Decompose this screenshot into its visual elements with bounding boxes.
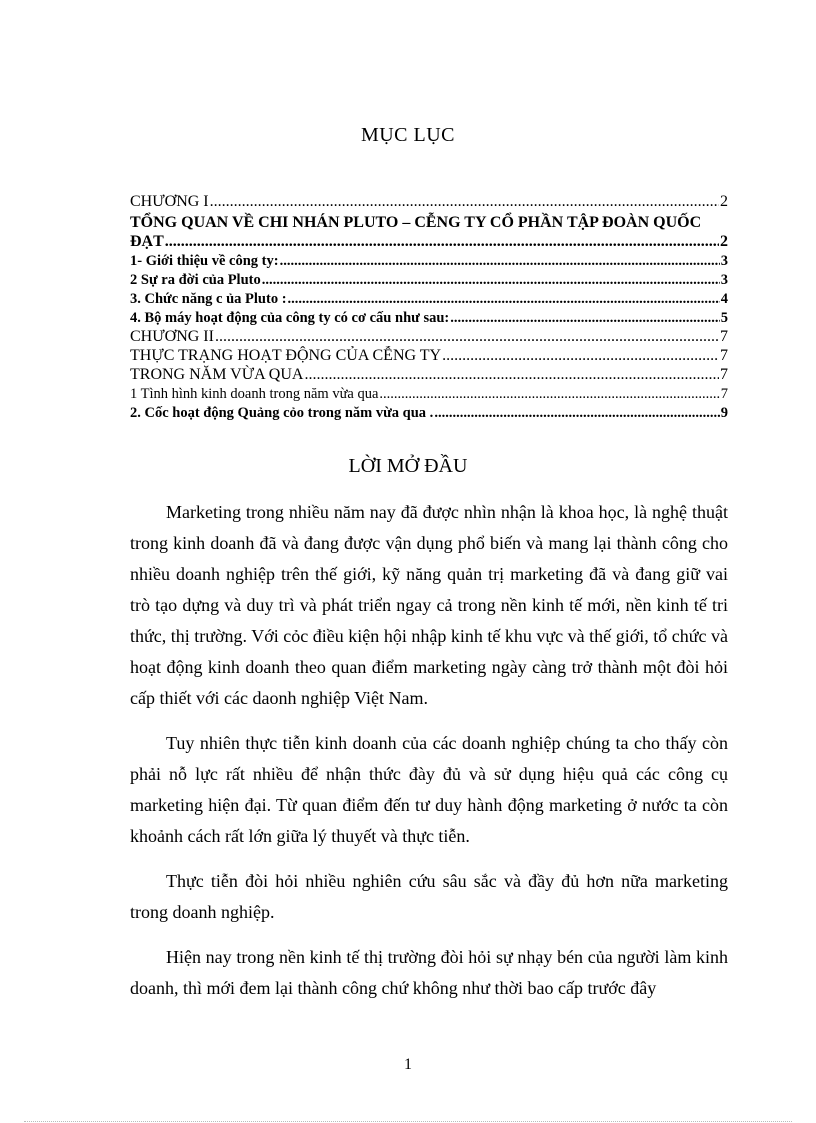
toc-entry[interactable] bbox=[130, 192, 728, 211]
toc-entry-page: 2 bbox=[720, 233, 728, 250]
toc-entry[interactable] bbox=[130, 211, 728, 232]
page-bottom-divider bbox=[24, 1121, 792, 1122]
toc-entry-text: CHƯƠNG I bbox=[130, 193, 209, 210]
toc-leader bbox=[434, 405, 719, 422]
toc-entry-page: 4 bbox=[720, 291, 728, 307]
toc-entry[interactable] bbox=[130, 232, 728, 251]
toc-entry[interactable] bbox=[130, 346, 728, 365]
toc-entry[interactable] bbox=[130, 251, 728, 270]
toc-entry[interactable] bbox=[130, 289, 728, 308]
toc-entry-text: 1 Tình hình kinh doanh trong năm vừa qua bbox=[130, 386, 379, 402]
toc-leader bbox=[304, 366, 719, 384]
toc-title: MỤC LỤC bbox=[360, 124, 456, 146]
toc-entry-page: 7 bbox=[720, 347, 728, 364]
toc-entry-text: 3. Chức năng c ủa Pluto : bbox=[130, 291, 287, 307]
table-of-contents bbox=[130, 192, 728, 422]
toc-leader bbox=[262, 272, 720, 289]
toc-entry-page: 2 bbox=[720, 193, 728, 210]
toc-leader bbox=[288, 291, 720, 308]
toc-leader bbox=[215, 328, 719, 346]
toc-entry-page: 5 bbox=[720, 310, 728, 326]
toc-entry[interactable] bbox=[130, 270, 728, 289]
intro-title: LỜI MỞ ĐẦU bbox=[348, 455, 468, 477]
toc-entry-page: 3 bbox=[720, 272, 728, 288]
toc-entry-text: 2 Sự ra đời của Pluto bbox=[130, 272, 261, 288]
intro-paragraph: Tuy nhiên thực tiễn kinh doanh của các doanh nghiệp chúng ta cho thấy còn phải nỗ lực rất nhiều để nhận thức đày đủ và sử dụng hiệu quả các công cụ marketing hiện đại. Từ quan điểm đến tư duy hành động marketing ở nước ta còn khoảnh cách rất lớn giữa lý thuyết và thực tiễn. bbox=[130, 733, 728, 846]
toc-entry-page: 9 bbox=[720, 405, 728, 421]
toc-entry-page: 7 bbox=[720, 328, 728, 345]
page-number: 1 bbox=[404, 1056, 412, 1073]
toc-entry-text: 4. Bộ máy hoạt động của công ty có cơ cấu như sau: bbox=[130, 310, 450, 326]
toc-entry-text: ĐẠT bbox=[130, 233, 164, 250]
toc-entry-text: TỔNG QUAN VỀ CHI NHÁN PLUTO – CỄNG TY CỔ PHẦN TẬP ĐOÀN QUỐC bbox=[130, 214, 702, 231]
toc-entry-page: 7 bbox=[720, 366, 728, 383]
toc-entry[interactable] bbox=[130, 403, 728, 422]
toc-entry-text: TRONG NĂM VỪA QUA bbox=[130, 366, 304, 383]
toc-entry-text: 2. Cốc hoạt động Quảng cỏo trong năm vừa qua . bbox=[130, 405, 434, 421]
toc-entry[interactable] bbox=[130, 327, 728, 346]
toc-entry-page: 7 bbox=[720, 386, 728, 402]
intro-paragraph: Hiện nay trong nền kinh tế thị trường đòi hỏi sự nhạy bén của người làm kinh doanh, thì mới đem lại thành công chứ không như thời bao cấp trước đây bbox=[130, 947, 728, 998]
toc-leader bbox=[280, 253, 720, 270]
intro-body bbox=[130, 497, 728, 1018]
intro-paragraph: Thực tiễn đòi hỏi nhiều nghiên cứu sâu sắc và đầy đủ hơn nữa marketing trong doanh nghiệp. bbox=[130, 871, 728, 922]
toc-entry-text: 1- Giới thiệu về công ty: bbox=[130, 253, 279, 269]
toc-entry-text: THỰC TRẠNG HOẠT ĐỘNG CỦA CỄNG TY bbox=[130, 347, 442, 364]
toc-leader bbox=[165, 233, 719, 251]
toc-entry-text: CHƯƠNG II bbox=[130, 328, 214, 345]
toc-leader bbox=[379, 386, 719, 403]
toc-entry[interactable] bbox=[130, 308, 728, 327]
toc-leader bbox=[442, 347, 719, 365]
toc-entry[interactable] bbox=[130, 384, 728, 403]
toc-entry-page: 3 bbox=[720, 253, 728, 269]
toc-entry[interactable] bbox=[130, 365, 728, 384]
intro-paragraph: Marketing trong nhiều năm nay đã được nhìn nhận là khoa học, là nghệ thuật trong kinh doanh đã và đang được vận dụng phổ biến và mang lại thành công cho nhiều doanh nghiệp trên thế giới, kỹ năng quản trị marketing đã và đang giữ vai trò tạo dựng và duy trì và phát triển ngay cả trong nền kinh tế mới, nền kinh tế tri thức, thị trường. Với cỏc điều kiện hội nhập kinh tế khu vực và thế giới, tổ chức và hoạt động kinh doanh theo quan điểm marketing ngày càng trở thành một đòi hỏi cấp thiết với các daonh nghiệp Việt Nam. bbox=[130, 502, 728, 708]
toc-leader bbox=[450, 310, 720, 327]
toc-leader bbox=[210, 193, 719, 211]
